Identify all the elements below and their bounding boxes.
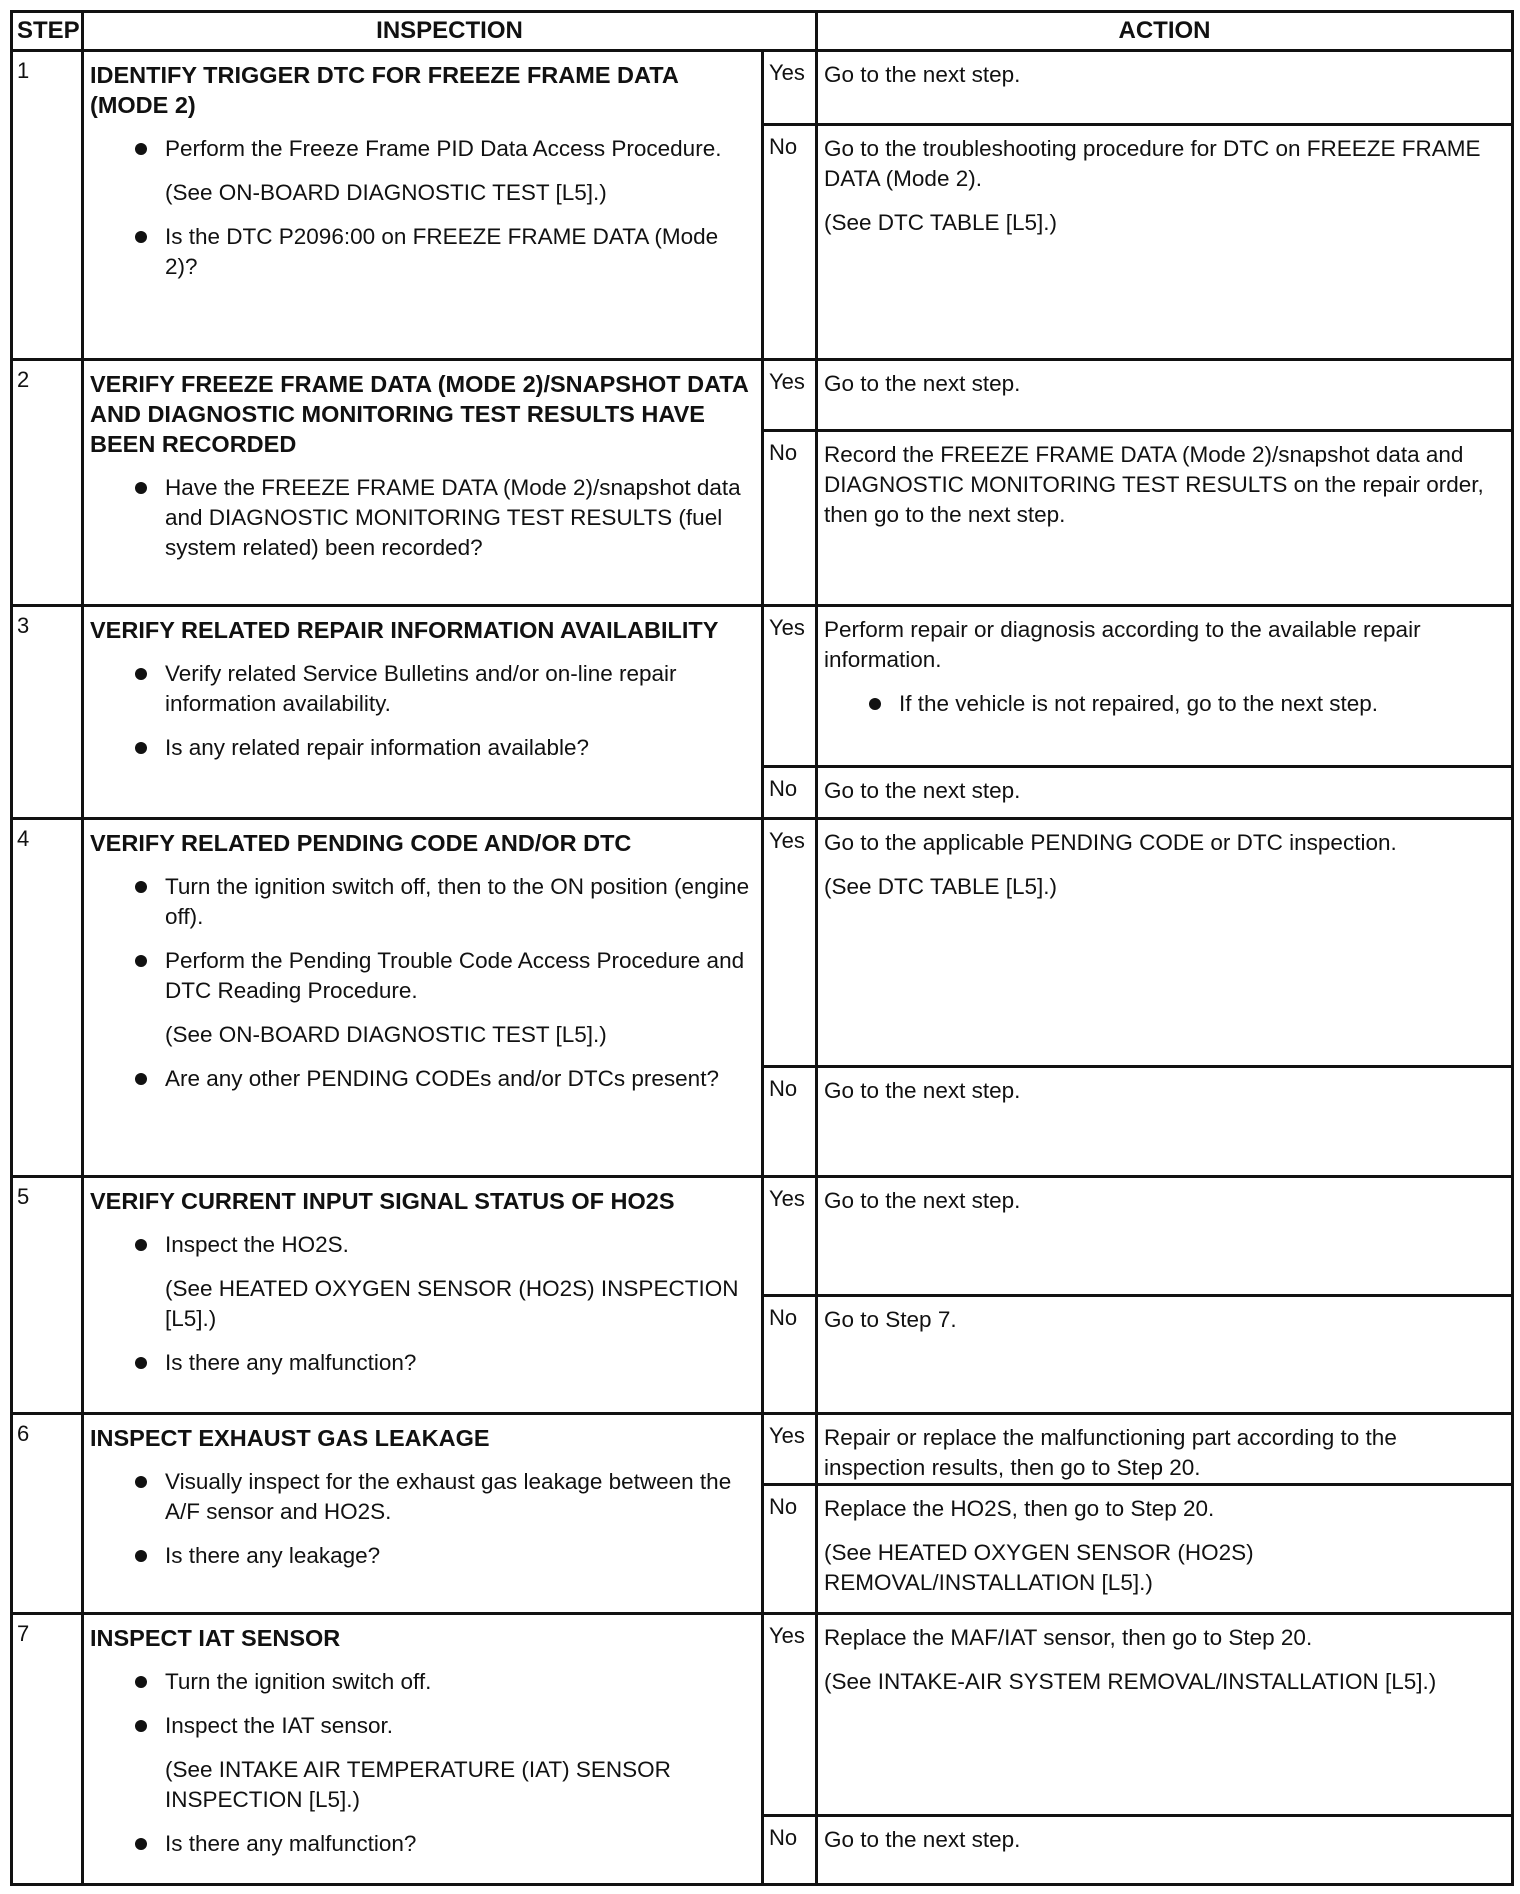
step-number: 7 bbox=[10, 1612, 84, 1886]
step-number: 6 bbox=[10, 1412, 84, 1615]
no-action bbox=[815, 1294, 1514, 1415]
bullet-item: Is the DTC P2096:00 on FREEZE FRAME DATA (Mode 2)? bbox=[90, 222, 753, 282]
step-number: 2 bbox=[10, 358, 84, 607]
action-text: Go to the applicable PENDING CODE or DTC inspection. bbox=[824, 830, 1397, 855]
inspection-cell bbox=[81, 49, 764, 361]
action-text: Go to the next step. bbox=[824, 1827, 1021, 1852]
bullet-item: Turn the ignition switch off. bbox=[90, 1667, 753, 1697]
no-label: No bbox=[761, 1483, 818, 1615]
bullet-item: Are any other PENDING CODEs and/or DTCs present? bbox=[90, 1064, 753, 1094]
no-label: No bbox=[761, 1065, 818, 1178]
yes-action bbox=[815, 358, 1514, 432]
action-text: Go to the troubleshooting procedure for DTC on FREEZE FRAME DATA (Mode 2). bbox=[824, 136, 1481, 191]
reference-item: (See ON-BOARD DIAGNOSTIC TEST [L5].) bbox=[165, 180, 607, 205]
step-title: VERIFY RELATED REPAIR INFORMATION AVAILABILITY bbox=[90, 617, 719, 643]
yes-action bbox=[815, 1175, 1514, 1297]
action-text: (See HEATED OXYGEN SENSOR (HO2S) REMOVAL/INSTALLATION [L5].) bbox=[824, 1540, 1254, 1595]
yes-action bbox=[815, 817, 1514, 1068]
action-text: (See INTAKE-AIR SYSTEM REMOVAL/INSTALLATION [L5].) bbox=[824, 1669, 1437, 1694]
step-number: 3 bbox=[10, 604, 84, 820]
action-text: Go to the next step. bbox=[824, 371, 1021, 396]
inspection-cell bbox=[81, 1612, 764, 1886]
reference-item: (See INTAKE AIR TEMPERATURE (IAT) SENSOR INSPECTION [L5].) bbox=[165, 1757, 671, 1812]
action-text: Perform repair or diagnosis according to the available repair information. bbox=[824, 617, 1421, 672]
action-text: (See DTC TABLE [L5].) bbox=[824, 874, 1057, 899]
header-step: STEP bbox=[10, 10, 84, 52]
yes-label: Yes bbox=[761, 1612, 818, 1817]
no-label: No bbox=[761, 1294, 818, 1415]
inspection-cell bbox=[81, 817, 764, 1178]
yes-action bbox=[815, 1412, 1514, 1486]
yes-action bbox=[815, 1612, 1514, 1817]
header-inspection: INSPECTION bbox=[81, 10, 818, 52]
step-title: IDENTIFY TRIGGER DTC FOR FREEZE FRAME DATA (MODE 2) bbox=[90, 62, 678, 118]
yes-label: Yes bbox=[761, 1175, 818, 1297]
no-action bbox=[815, 429, 1514, 607]
action-text: Record the FREEZE FRAME DATA (Mode 2)/snapshot data and DIAGNOSTIC MONITORING TEST RESULTS on the repair order, then go to the next step. bbox=[824, 442, 1484, 527]
header-action: ACTION bbox=[815, 10, 1514, 52]
yes-label: Yes bbox=[761, 604, 818, 768]
bullet-item: Is there any leakage? bbox=[90, 1541, 753, 1571]
step-number: 1 bbox=[10, 49, 84, 361]
bullet-item: Turn the ignition switch off, then to the ON position (engine off). bbox=[90, 872, 753, 932]
inspection-cell bbox=[81, 358, 764, 607]
bullet-item: Visually inspect for the exhaust gas leakage between the A/F sensor and HO2S. bbox=[90, 1467, 753, 1527]
step-number: 4 bbox=[10, 817, 84, 1178]
bullet-item: Inspect the HO2S. bbox=[90, 1230, 753, 1260]
bullet-item: Is any related repair information available? bbox=[90, 733, 753, 763]
bullet-item: Perform the Pending Trouble Code Access Procedure and DTC Reading Procedure. bbox=[90, 946, 753, 1006]
bullet-item: Inspect the IAT sensor. bbox=[90, 1711, 753, 1741]
no-label: No bbox=[761, 429, 818, 607]
step-title: VERIFY CURRENT INPUT SIGNAL STATUS OF HO2S bbox=[90, 1188, 675, 1214]
step-title: INSPECT EXHAUST GAS LEAKAGE bbox=[90, 1425, 490, 1451]
yes-label: Yes bbox=[761, 1412, 818, 1486]
step-title: INSPECT IAT SENSOR bbox=[90, 1625, 341, 1651]
action-text: Go to the next step. bbox=[824, 1188, 1021, 1213]
step-title: VERIFY RELATED PENDING CODE AND/OR DTC bbox=[90, 830, 632, 856]
no-action bbox=[815, 1814, 1514, 1886]
step-number: 5 bbox=[10, 1175, 84, 1415]
no-action bbox=[815, 1483, 1514, 1615]
yes-label: Yes bbox=[761, 358, 818, 432]
diagnostic-table bbox=[10, 10, 1514, 1886]
bullet-item: Is there any malfunction? bbox=[90, 1829, 753, 1859]
yes-label: Yes bbox=[761, 817, 818, 1068]
action-text: Replace the HO2S, then go to Step 20. bbox=[824, 1496, 1215, 1521]
inspection-cell bbox=[81, 1412, 764, 1615]
yes-action bbox=[815, 49, 1514, 126]
no-action bbox=[815, 123, 1514, 361]
no-label: No bbox=[761, 123, 818, 361]
bullet-item: Perform the Freeze Frame PID Data Access Procedure. bbox=[90, 134, 753, 164]
no-label: No bbox=[761, 1814, 818, 1886]
no-action bbox=[815, 1065, 1514, 1178]
bullet-item: If the vehicle is not repaired, go to the next step. bbox=[824, 689, 1501, 719]
action-text: Go to the next step. bbox=[824, 778, 1021, 803]
bullet-item: Have the FREEZE FRAME DATA (Mode 2)/snapshot data and DIAGNOSTIC MONITORING TEST RESULTS (fuel system related) been recorded? bbox=[90, 473, 753, 563]
reference-item: (See HEATED OXYGEN SENSOR (HO2S) INSPECTION [L5].) bbox=[165, 1276, 739, 1331]
action-text: Replace the MAF/IAT sensor, then go to Step 20. bbox=[824, 1625, 1313, 1650]
bullet-item: Verify related Service Bulletins and/or on-line repair information availability. bbox=[90, 659, 753, 719]
action-text: Repair or replace the malfunctioning part according to the inspection results, then go to Step 20. bbox=[824, 1425, 1397, 1480]
inspection-cell bbox=[81, 1175, 764, 1415]
yes-label: Yes bbox=[761, 49, 818, 126]
bullet-item: Is there any malfunction? bbox=[90, 1348, 753, 1378]
yes-action bbox=[815, 604, 1514, 768]
no-label: No bbox=[761, 765, 818, 820]
no-action bbox=[815, 765, 1514, 820]
action-text: (See DTC TABLE [L5].) bbox=[824, 210, 1057, 235]
step-title: VERIFY FREEZE FRAME DATA (MODE 2)/SNAPSHOT DATA AND DIAGNOSTIC MONITORING TEST RESULTS HAVE BEEN RECORDED bbox=[90, 371, 749, 457]
action-text: Go to the next step. bbox=[824, 62, 1021, 87]
action-text: Go to Step 7. bbox=[824, 1307, 957, 1332]
inspection-cell bbox=[81, 604, 764, 820]
action-text: Go to the next step. bbox=[824, 1078, 1021, 1103]
reference-item: (See ON-BOARD DIAGNOSTIC TEST [L5].) bbox=[165, 1022, 607, 1047]
